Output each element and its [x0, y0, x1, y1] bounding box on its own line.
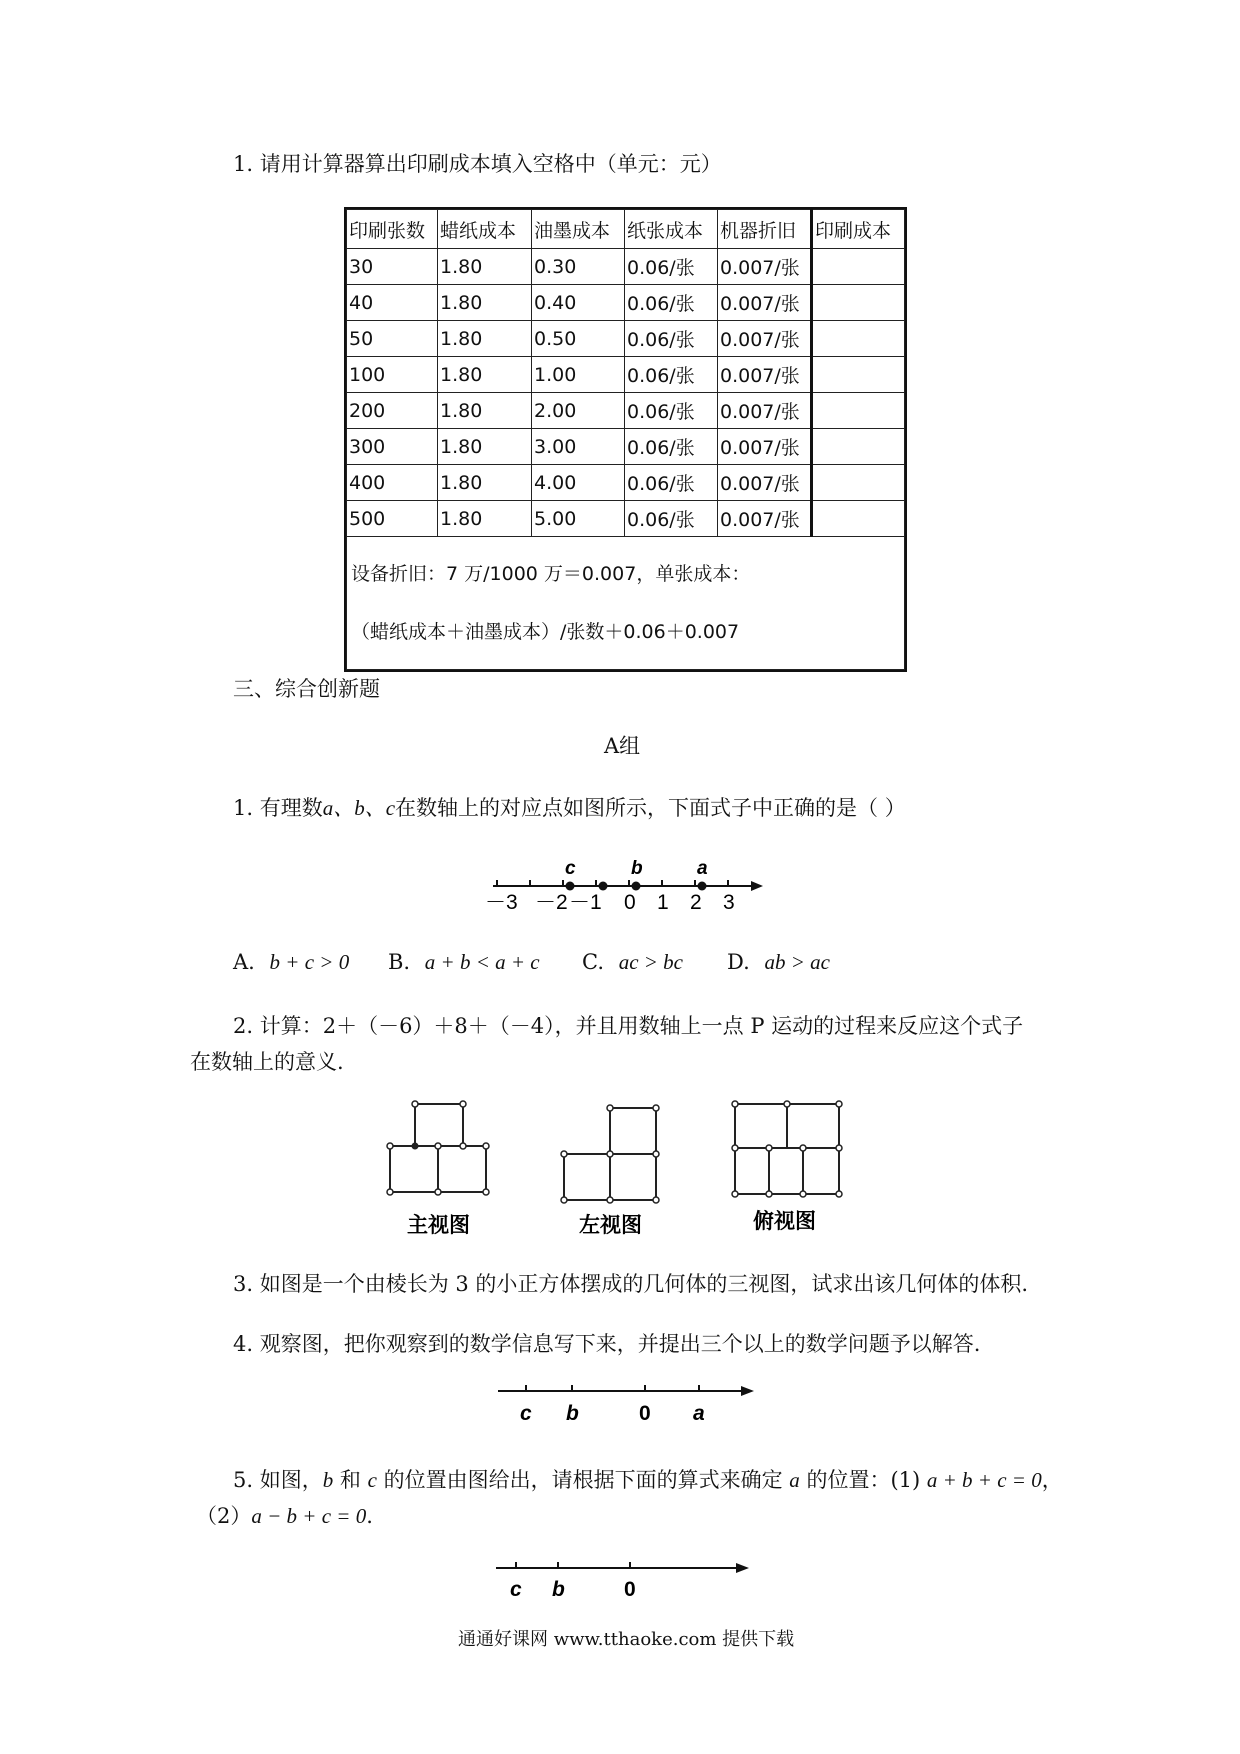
table-cell: 1.80	[438, 501, 532, 537]
tick-label: 1	[657, 891, 669, 914]
table-row	[347, 429, 905, 465]
option-expression: b + c > 0	[269, 950, 350, 974]
vertex-dot	[653, 1105, 659, 1111]
axis-arrow-icon	[736, 1563, 749, 1573]
question-1-number-line	[233, 796, 906, 820]
top-view-square	[769, 1148, 803, 1194]
table-header-cell: 蜡纸成本	[438, 210, 532, 249]
vertex-dot	[784, 1101, 790, 1107]
table-cell: 400	[347, 465, 438, 501]
option-d	[727, 950, 830, 974]
left-view-square	[610, 1154, 656, 1200]
table-cell: 0.06/张	[625, 465, 718, 501]
table-cell: 0.06/张	[625, 429, 718, 465]
question-5-line-2	[196, 1504, 373, 1528]
question-1-printing-cost: 1. 请用计算器算出印刷成本填入空格中（单元：元）	[233, 152, 722, 176]
q5-var-b: b	[322, 1468, 334, 1492]
table-cell: 0.06/张	[625, 321, 718, 357]
table-cell: 0.50	[532, 321, 625, 357]
table-cell: 0.06/张	[625, 393, 718, 429]
tick-label: －1	[569, 891, 602, 914]
axis-label-zero: 0	[624, 1578, 636, 1601]
front-view-square	[390, 1146, 438, 1192]
vertex-dot	[607, 1151, 613, 1157]
table-cell: 3.00	[532, 429, 625, 465]
page-footer: 通通好课网 www.tthaoke.com 提供下载	[458, 1629, 795, 1650]
table-header-cell: 印刷张数	[347, 210, 438, 249]
q5-var-a: a	[789, 1468, 800, 1492]
table-cell: 100	[347, 357, 438, 393]
vertex-dot	[561, 1197, 567, 1203]
table-cell: 0.007/张	[718, 465, 812, 501]
q1-vars: a、b、c	[322, 796, 396, 820]
point-minus-one	[599, 882, 608, 891]
option-b	[388, 950, 540, 974]
table-cell: 1.80	[438, 393, 532, 429]
table-cell: 1.80	[438, 465, 532, 501]
left-view-top-square	[610, 1108, 656, 1154]
number-line-q4	[498, 1378, 758, 1428]
table-cell-blank	[812, 321, 905, 357]
left-view-label: 左视图	[579, 1214, 642, 1237]
vertex-dot	[435, 1143, 441, 1149]
front-view-top-square	[415, 1104, 463, 1146]
q5-text: 的位置由图给出，请根据下面的算式来确定	[376, 1468, 790, 1492]
tick-label: 2	[690, 891, 702, 914]
left-view-square	[564, 1154, 610, 1200]
table-cell: 0.007/张	[718, 285, 812, 321]
table-cell: 1.80	[438, 429, 532, 465]
table-row	[347, 249, 905, 285]
table-header-cell: 机器折旧	[718, 210, 812, 249]
option-letter: A.	[233, 950, 255, 974]
axis-label-b: b	[566, 1402, 579, 1425]
table-cell-blank	[812, 465, 905, 501]
table-cell-blank	[812, 357, 905, 393]
tick-label: 3	[723, 891, 735, 914]
point-b	[632, 882, 641, 891]
option-expression: a + b < a + c	[424, 950, 540, 974]
option-letter: D.	[727, 950, 750, 974]
table-row	[347, 465, 905, 501]
option-letter: C.	[582, 950, 604, 974]
table-cell: 0.06/张	[625, 285, 718, 321]
table-cell: 500	[347, 501, 438, 537]
section-title: 三、综合创新题	[233, 677, 380, 701]
point-label-a: a	[697, 858, 708, 879]
table-cell: 40	[347, 285, 438, 321]
point-label-c: c	[565, 858, 576, 879]
vertex-dot	[653, 1197, 659, 1203]
vertex-dot	[732, 1191, 738, 1197]
table-cell: 0.007/张	[718, 249, 812, 285]
table-header-cell: 纸张成本	[625, 210, 718, 249]
table-cell: 0.007/张	[718, 357, 812, 393]
table-note	[347, 537, 905, 670]
axis-label-a: a	[693, 1402, 705, 1425]
table-header-cell: 油墨成本	[532, 210, 625, 249]
number-line-q5	[496, 1554, 756, 1604]
option-letter: B.	[388, 950, 411, 974]
tick-label: －2	[535, 891, 568, 914]
table-cell: 0.007/张	[718, 501, 812, 537]
table-cell-blank	[812, 249, 905, 285]
vertex-dot	[460, 1143, 466, 1149]
vertex-dot	[836, 1101, 842, 1107]
axis-arrow-icon	[741, 1386, 754, 1396]
q5-text: （2）	[196, 1504, 252, 1528]
vertex-dot	[483, 1189, 489, 1195]
table-row	[347, 321, 905, 357]
q5-text: ，	[1041, 1468, 1063, 1492]
vertex-dot	[836, 1145, 842, 1151]
table-cell: 0.007/张	[718, 321, 812, 357]
top-view-label: 俯视图	[753, 1210, 816, 1233]
vertex-dot	[435, 1189, 441, 1195]
top-view-square	[787, 1104, 839, 1148]
q1-prefix: 1. 有理数	[233, 796, 323, 820]
question-2-line-2: 在数轴上的意义.	[190, 1050, 344, 1074]
table-cell: 1.00	[532, 357, 625, 393]
point-a	[698, 882, 707, 891]
table-cell: 0.40	[532, 285, 625, 321]
table-row	[347, 357, 905, 393]
front-view-label: 主视图	[407, 1214, 470, 1237]
vertex-dot	[561, 1151, 567, 1157]
three-views-figure	[378, 1100, 878, 1250]
question-2-line-1: 2. 计算：2＋（－6）＋8＋（－4），并且用数轴上一点 P 运动的过程来反应这个式子	[233, 1014, 1024, 1038]
table-cell-blank	[812, 285, 905, 321]
table-cell: 50	[347, 321, 438, 357]
axis-label-c: c	[510, 1578, 522, 1601]
table-cell: 4.00	[532, 465, 625, 501]
table-cell: 0.007/张	[718, 429, 812, 465]
q5-text: 5. 如图，	[233, 1468, 323, 1492]
vertex-dot	[836, 1191, 842, 1197]
table-cell: 1.80	[438, 357, 532, 393]
table-note-line-1: 设备折旧：7 万/1000 万＝0.007，单张成本：	[351, 563, 751, 585]
table-cell-blank	[812, 501, 905, 537]
table-cell: 1.80	[438, 249, 532, 285]
table-row	[347, 285, 905, 321]
point-c	[566, 882, 575, 891]
table-note-row	[347, 537, 905, 670]
question-4: 4. 观察图，把你观察到的数学信息写下来，并提出三个以上的数学问题予以解答.	[233, 1332, 981, 1356]
table-cell: 0.06/张	[625, 501, 718, 537]
q5-text: .	[366, 1504, 373, 1528]
table-row	[347, 501, 905, 537]
vertex-dot	[387, 1143, 393, 1149]
vertex-dot	[766, 1191, 772, 1197]
vertex-dot	[732, 1145, 738, 1151]
table-cell: 0.007/张	[718, 393, 812, 429]
table-cell-blank	[812, 393, 905, 429]
vertex-dot	[653, 1151, 659, 1157]
table-cell: 0.30	[532, 249, 625, 285]
vertex-dot	[387, 1189, 393, 1195]
table-cell: 5.00	[532, 501, 625, 537]
table-note-line-2: （蜡纸成本＋油墨成本）/张数＋0.06＋0.007	[351, 621, 740, 643]
top-view-square	[735, 1104, 787, 1148]
vertex-dot-filled	[412, 1143, 419, 1150]
group-label: A组	[604, 734, 641, 758]
table-header-cell: 印刷成本	[812, 210, 905, 249]
table-cell: 300	[347, 429, 438, 465]
vertex-dot	[460, 1101, 466, 1107]
option-expression: ab > ac	[764, 950, 830, 974]
q5-equation-2: a − b + c = 0	[251, 1504, 367, 1528]
table-cell-blank	[812, 429, 905, 465]
vertex-dot	[800, 1191, 806, 1197]
q5-text: 的位置：(1)	[799, 1468, 927, 1492]
option-expression: ac > bc	[618, 950, 683, 974]
q5-equation-1: a + b + c = 0	[926, 1468, 1042, 1492]
axis-label-zero: 0	[639, 1402, 651, 1425]
axis-arrow-icon	[751, 881, 763, 891]
vertex-dot	[607, 1197, 613, 1203]
front-view-square	[438, 1146, 486, 1192]
top-view-square	[735, 1148, 769, 1194]
tick-label: －3	[485, 891, 518, 914]
table-cell: 0.06/张	[625, 249, 718, 285]
table-cell: 1.80	[438, 321, 532, 357]
axis-label-c: c	[520, 1402, 532, 1425]
number-line-q1	[483, 856, 763, 916]
option-c	[582, 950, 683, 974]
q5-text: 和	[333, 1468, 368, 1492]
printing-cost-table	[346, 209, 905, 670]
vertex-dot	[732, 1101, 738, 1107]
table-cell: 0.06/张	[625, 357, 718, 393]
question-5-line-1	[233, 1468, 1063, 1492]
vertex-dot	[412, 1101, 418, 1107]
top-view-square	[803, 1148, 839, 1194]
vertex-dot	[766, 1145, 772, 1151]
table-header-row	[347, 210, 905, 249]
vertex-dot	[800, 1145, 806, 1151]
table-cell: 200	[347, 393, 438, 429]
table-row	[347, 393, 905, 429]
q1-suffix: 在数轴上的对应点如图所示，下面式子中正确的是（ ）	[395, 796, 906, 820]
vertex-dot	[483, 1143, 489, 1149]
point-label-b: b	[631, 858, 643, 879]
tick-label: 0	[624, 891, 636, 914]
axis-label-b: b	[552, 1578, 565, 1601]
q5-var-c: c	[367, 1468, 377, 1492]
table-cell: 1.80	[438, 285, 532, 321]
vertex-dot	[607, 1105, 613, 1111]
option-a	[233, 950, 349, 974]
table-cell: 2.00	[532, 393, 625, 429]
question-3: 3. 如图是一个由棱长为 3 的小正方体摆成的几何体的三视图，试求出该几何体的体积.	[233, 1272, 1029, 1296]
table-cell: 30	[347, 249, 438, 285]
